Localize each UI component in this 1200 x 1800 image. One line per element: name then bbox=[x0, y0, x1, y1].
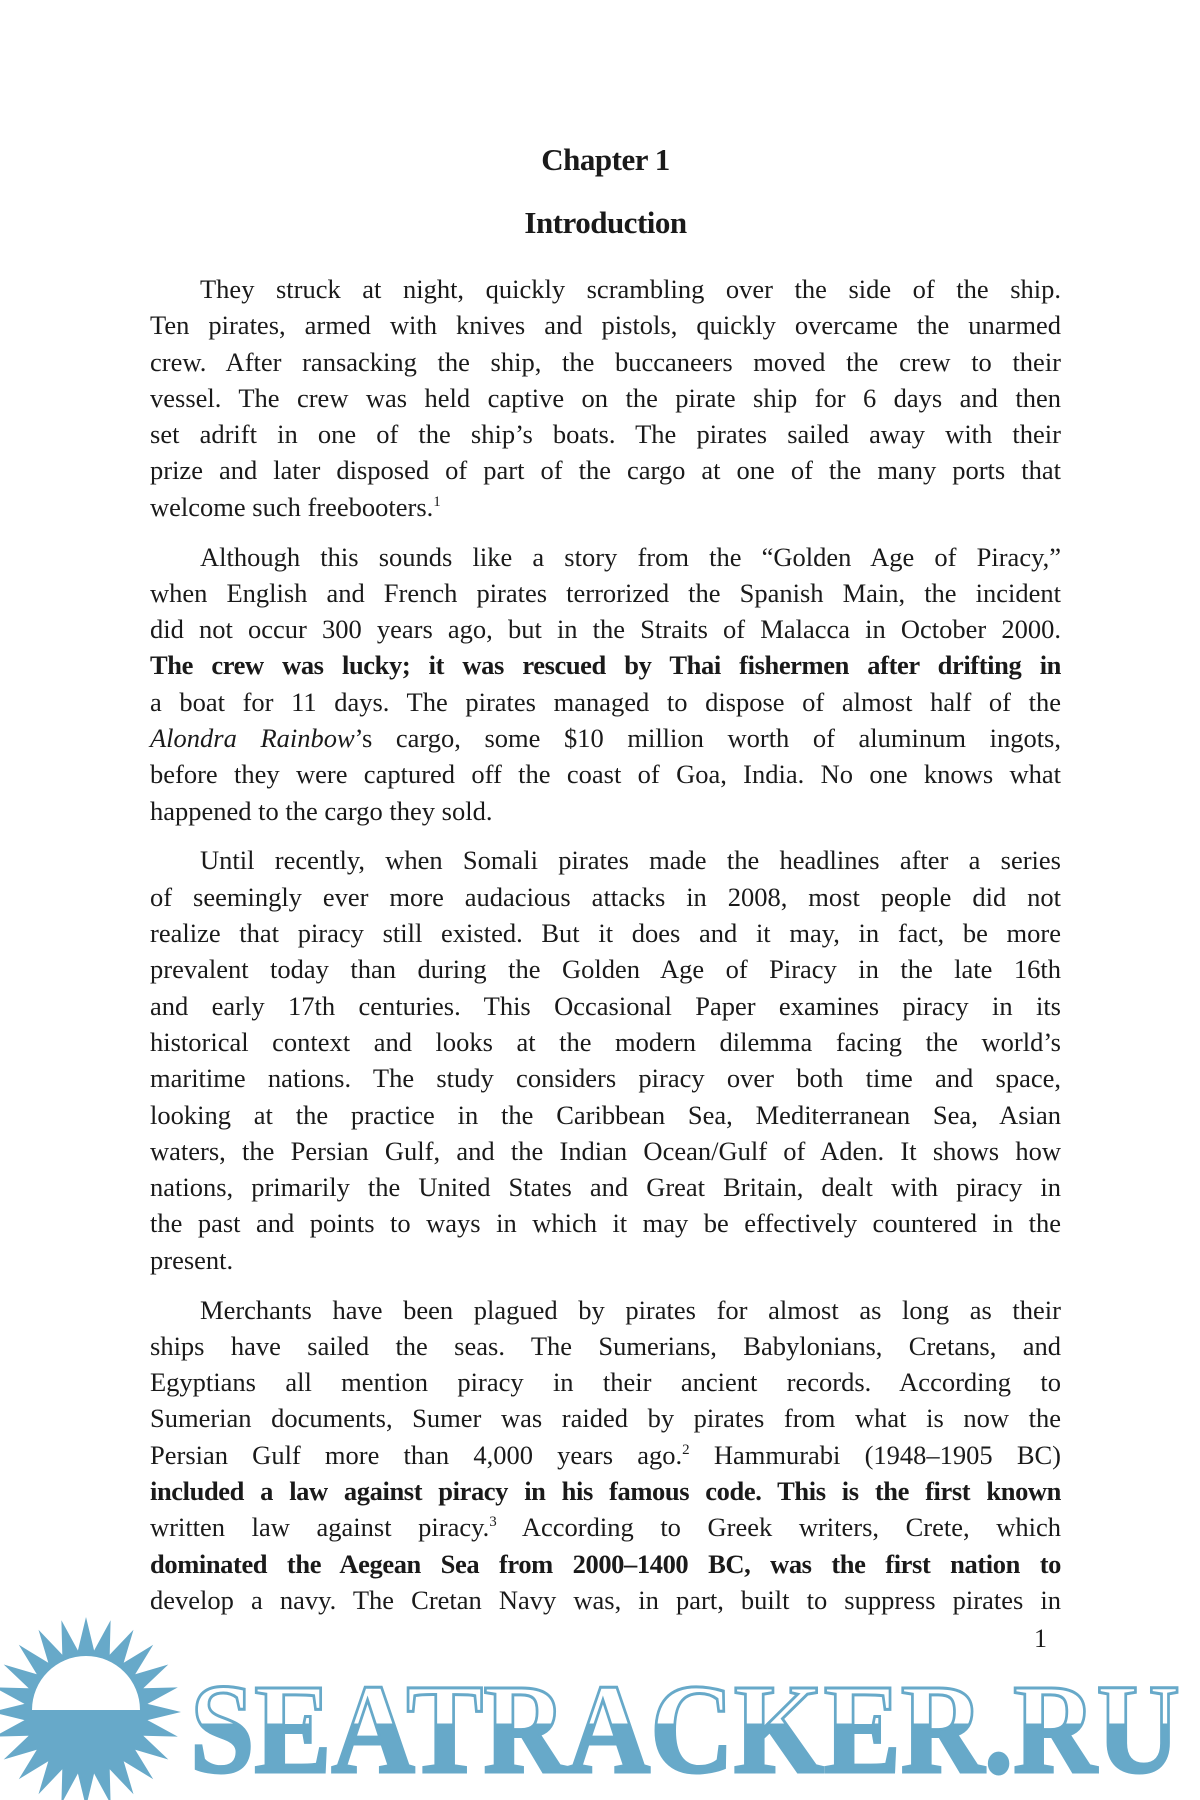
text-line bbox=[150, 452, 1061, 488]
text-line bbox=[150, 1400, 1061, 1436]
chapter-title: Introduction bbox=[524, 205, 687, 240]
text-segment: welcome such freebooters. bbox=[150, 491, 434, 522]
text-line bbox=[150, 879, 1061, 915]
text-line bbox=[150, 1364, 1061, 1400]
text-line bbox=[150, 1242, 1061, 1278]
text-line bbox=[150, 307, 1061, 343]
text-segment: present. bbox=[150, 1244, 234, 1275]
text-segment: Until recently, when Somali pirates made the headlines after a series bbox=[200, 845, 1061, 876]
text-line bbox=[150, 647, 1061, 683]
text-segment: did not occur 300 years ago, but in the Straits of Malacca in October 2000. bbox=[150, 614, 1061, 645]
text-segment: Although this sounds like a story from the “Golden Age of Piracy,” bbox=[200, 541, 1061, 572]
text-line bbox=[150, 756, 1061, 792]
text-segment: maritime nations. The study considers piracy over both time and space, bbox=[150, 1063, 1061, 1094]
sun-icon bbox=[0, 1617, 181, 1800]
text-line bbox=[150, 380, 1061, 416]
text-segment: dominated the Aegean Sea from 2000–1400 BC, was the first nation to bbox=[150, 1548, 1061, 1579]
text-segment: prevalent today than during the Golden Age of Piracy in the late 16th bbox=[150, 954, 1061, 985]
text-line bbox=[150, 1473, 1061, 1509]
text-line bbox=[150, 1509, 1061, 1545]
text-segment: crew. After ransacking the ship, the buccaneers moved the crew to their bbox=[150, 346, 1061, 377]
text-segment: Hammurabi (1948–1905 BC) bbox=[689, 1439, 1061, 1470]
paragraph bbox=[150, 1292, 1061, 1619]
text-line bbox=[150, 720, 1061, 756]
text-segment: Egyptians all mention piracy in their ancient records. According to bbox=[150, 1367, 1061, 1398]
text-line bbox=[150, 842, 1061, 878]
text-segment: a boat for 11 days. The pirates managed to dispose of almost half of the bbox=[150, 686, 1061, 717]
text-segment: ships have sailed the seas. The Sumerians, Babylonians, Cretans, and bbox=[150, 1330, 1061, 1361]
text-segment: written law against piracy. bbox=[150, 1512, 490, 1543]
text-line bbox=[150, 1437, 1061, 1473]
text-line bbox=[150, 575, 1061, 611]
chapter-number: Chapter 1 bbox=[541, 142, 670, 177]
paragraph bbox=[150, 271, 1061, 525]
watermark-text: SEATRACKER.RU bbox=[190, 1658, 1180, 1800]
footnote-reference[interactable]: 3 bbox=[489, 1514, 497, 1531]
footnote-reference[interactable]: 2 bbox=[682, 1441, 690, 1458]
page-number: 1 bbox=[1034, 1624, 1047, 1653]
text-segment: the past and points to ways in which it may be effectively countered in the bbox=[150, 1208, 1061, 1239]
footnote-reference[interactable]: 1 bbox=[433, 493, 441, 510]
seatracker-watermark bbox=[0, 1600, 1200, 1800]
text-segment: develop a navy. The Cretan Navy was, in part, built to suppress pirates in bbox=[150, 1584, 1061, 1615]
text-line bbox=[150, 1133, 1061, 1169]
text-segment: Persian Gulf more than 4,000 years ago. bbox=[150, 1439, 683, 1470]
text-segment: of seemingly ever more audacious attacks in 2008, most people did not bbox=[150, 881, 1061, 912]
text-segment: Sumerian documents, Sumer was raided by pirates from what is now the bbox=[150, 1403, 1061, 1434]
text-segment: and early 17th centuries. This Occasional Paper examines piracy in its bbox=[150, 990, 1061, 1021]
text-line bbox=[150, 915, 1061, 951]
text-line bbox=[150, 951, 1061, 987]
body-text bbox=[150, 271, 1061, 1632]
text-line bbox=[150, 1328, 1061, 1364]
text-line bbox=[150, 1546, 1061, 1582]
text-line bbox=[150, 1292, 1061, 1328]
paragraph bbox=[150, 539, 1061, 829]
text-line bbox=[150, 611, 1061, 647]
text-line bbox=[150, 1060, 1061, 1096]
text-line bbox=[150, 1205, 1061, 1241]
text-line bbox=[150, 684, 1061, 720]
text-segment: Ten pirates, armed with knives and pistols, quickly overcame the unarmed bbox=[150, 310, 1061, 341]
text-line bbox=[150, 1169, 1061, 1205]
text-segment: looking at the practice in the Caribbean Sea, Mediterranean Sea, Asian bbox=[150, 1099, 1061, 1130]
text-line bbox=[150, 988, 1061, 1024]
text-line bbox=[150, 1024, 1061, 1060]
text-segment: included a law against piracy in his famous code. This is the first known bbox=[150, 1476, 1061, 1506]
text-segment: set adrift in one of the ship’s boats. The pirates sailed away with their bbox=[150, 419, 1061, 450]
text-segment: They struck at night, quickly scrambling over the side of the ship. bbox=[200, 274, 1061, 304]
text-line bbox=[150, 271, 1061, 307]
text-line bbox=[150, 489, 1061, 525]
text-segment: nations, primarily the United States and Great Britain, dealt with piracy in bbox=[150, 1172, 1061, 1203]
text-line bbox=[150, 344, 1061, 380]
text-segment: when English and French pirates terrorized the Spanish Main, the incident bbox=[150, 577, 1061, 608]
text-line bbox=[150, 416, 1061, 452]
text-line bbox=[150, 1097, 1061, 1133]
text-segment: happened to the cargo they sold. bbox=[150, 795, 493, 826]
paragraph bbox=[150, 842, 1061, 1278]
text-line bbox=[150, 539, 1061, 575]
text-segment: before they were captured off the coast of Goa, India. No one knows what bbox=[150, 759, 1061, 790]
ship-name: Alondra Rainbow bbox=[150, 723, 355, 754]
text-segment: prize and later disposed of part of the cargo at one of the many ports that bbox=[150, 455, 1061, 486]
text-segment: historical context and looks at the modern dilemma facing the world’s bbox=[150, 1026, 1061, 1057]
text-line bbox=[150, 793, 1061, 829]
text-segment: vessel. The crew was held captive on the pirate ship for 6 days and then bbox=[150, 382, 1061, 413]
text-segment: realize that piracy still existed. But it does and it may, in fact, be more bbox=[150, 918, 1061, 949]
text-segment: waters, the Persian Gulf, and the Indian Ocean/Gulf of Aden. It shows how bbox=[150, 1135, 1061, 1166]
text-segment: Merchants have been plagued by pirates for almost as long as their bbox=[200, 1294, 1061, 1325]
text-segment: The crew was lucky; it was rescued by Thai fishermen after drifting in bbox=[150, 650, 1061, 681]
text-segment: ’s cargo, some $10 million worth of aluminum ingots, bbox=[354, 723, 1061, 754]
text-segment: According to Greek writers, Crete, which bbox=[496, 1512, 1061, 1543]
